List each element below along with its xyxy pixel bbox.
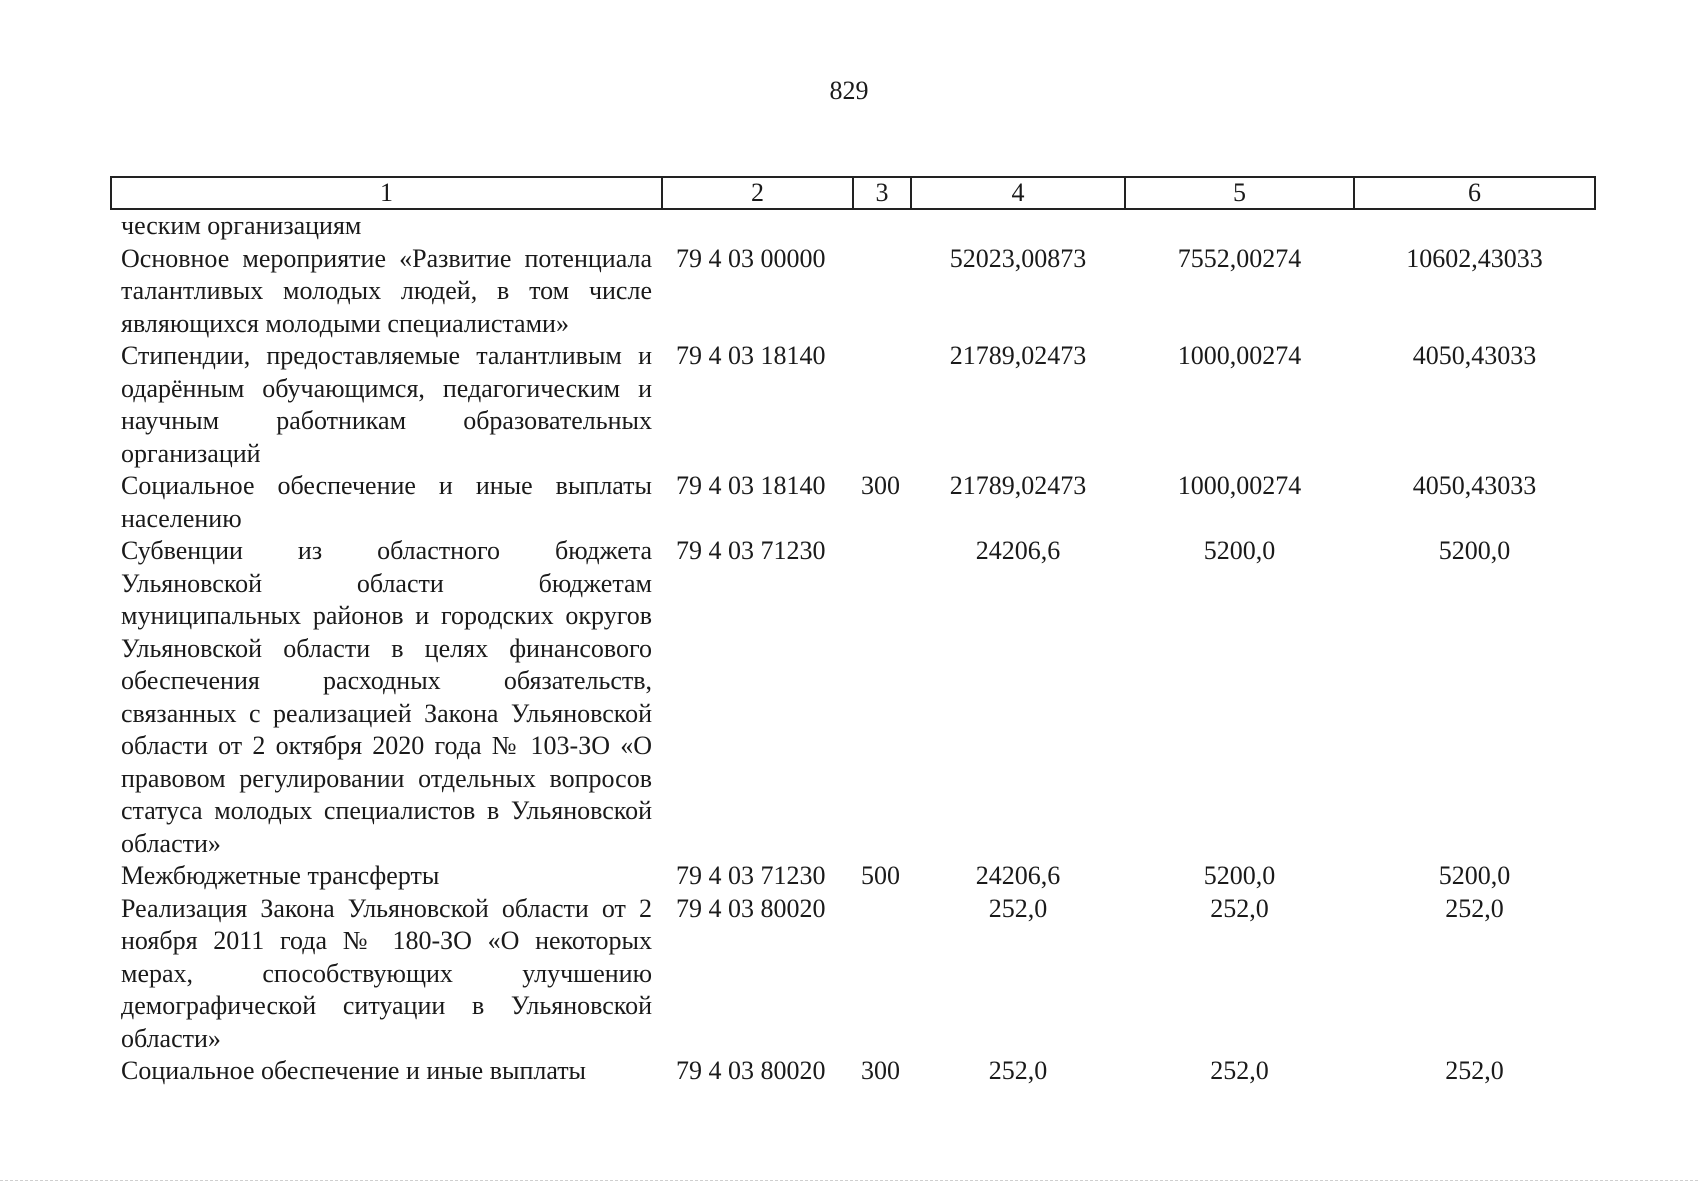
expense-kind-cell	[853, 243, 911, 341]
amount-col5-cell	[1125, 209, 1354, 243]
header-col-2: 2	[662, 177, 853, 209]
amount-col4-cell: 21789,02473	[949, 341, 1087, 370]
header-col-1: 1	[111, 177, 662, 209]
item-name-cell: Субвенции из областного бюджета Ульяновской области бюджетам муниципальных районов и городских округов Ульяновской области в целях финансового обеспечения расходных обязательств, связанных с реализацией Закона Ульяновской области от 2 октября 2020 года № 103-ЗО «О правовом регулировании отдельных вопросов статуса молодых специалистов в Ульяновской области»	[121, 536, 652, 858]
item-name-cell: Социальное обеспечение и иные выплаты	[121, 1056, 587, 1085]
header-col-4: 4	[911, 177, 1125, 209]
amount-col5-cell: 5200,0	[1203, 536, 1276, 565]
amount-col5-cell: 7552,00274	[1177, 243, 1302, 273]
target-code-cell: 79 4 03 18140	[676, 341, 826, 370]
item-name-cell: Межбюджетные трансферты	[121, 861, 440, 890]
expense-kind-cell	[853, 209, 911, 243]
amount-col6-cell: 4050,43033	[1412, 471, 1537, 500]
target-code-cell: 79 4 03 71230	[676, 536, 826, 565]
target-code-cell: 79 4 03 18140	[676, 471, 826, 500]
amount-col5-cell: 1000,00274	[1177, 341, 1302, 370]
expense-kind-cell	[853, 893, 911, 1056]
amount-col5-cell: 252,0	[1210, 1056, 1269, 1085]
amount-col4-cell: 252,0	[988, 1056, 1048, 1085]
page-number: 829	[829, 76, 869, 105]
table-row	[111, 470, 1595, 535]
table-body	[111, 209, 1595, 1088]
header-row	[111, 177, 1595, 209]
target-code-cell: 79 4 03 71230	[676, 861, 826, 890]
item-name-cell: Стипендии, предоставляемые талантливым и одарённым обучающимся, педагогическим и научным работникам образовательных организаций	[121, 341, 652, 468]
table-row	[111, 860, 1595, 893]
amount-col6-cell: 252,0	[1445, 893, 1504, 923]
expense-kind-cell: 500	[861, 861, 900, 890]
target-code-cell: 79 4 03 80020	[676, 1056, 826, 1085]
amount-col5-cell: 252,0	[1210, 893, 1269, 923]
amount-col4-cell: 252,0	[988, 893, 1048, 923]
expense-kind-cell: 300	[861, 471, 900, 500]
budget-table	[110, 176, 1596, 1088]
budget-table-container	[110, 176, 1594, 1088]
table-row	[111, 243, 1595, 341]
expense-kind-cell	[853, 535, 911, 860]
table-row	[111, 535, 1595, 860]
table-row	[111, 1055, 1595, 1088]
item-name-cell: Социальное обеспечение и иные выплаты населению	[121, 471, 652, 533]
table-row	[111, 340, 1595, 470]
header-col-5: 5	[1125, 177, 1354, 209]
amount-col6-cell: 5200,0	[1438, 861, 1511, 890]
table-header	[111, 177, 1595, 209]
amount-col5-cell: 1000,00274	[1177, 471, 1302, 500]
amount-col6-cell: 252,0	[1445, 1056, 1504, 1085]
amount-col4-cell: 21789,02473	[949, 471, 1087, 500]
target-code-cell	[662, 209, 853, 243]
amount-col4-cell: 24206,6	[975, 536, 1061, 565]
amount-col6-cell: 10602,43033	[1406, 243, 1543, 273]
header-col-6: 6	[1354, 177, 1595, 209]
amount-col4-cell	[911, 209, 1125, 243]
expense-kind-cell	[853, 340, 911, 470]
amount-col6-cell: 5200,0	[1438, 536, 1511, 565]
item-name-cell: Реализация Закона Ульяновской области от 2 ноября 2011 года № 180-ЗО «О некоторых мерах, способствующих улучшению демографической ситуации в Ульяновской области»	[121, 893, 652, 1053]
target-code-cell: 79 4 03 80020	[676, 893, 826, 923]
amount-col6-cell: 4050,43033	[1412, 341, 1537, 370]
amount-col6-cell	[1354, 209, 1595, 243]
table-row	[111, 209, 1595, 243]
target-code-cell: 79 4 03 00000	[676, 243, 826, 273]
item-name-cell: Основное мероприятие «Развитие потенциала талантливых молодых людей, в том числе являющихся молодыми специалистами»	[121, 243, 652, 338]
table-row	[111, 893, 1595, 1056]
amount-col5-cell: 5200,0	[1203, 861, 1276, 890]
expense-kind-cell: 300	[861, 1056, 900, 1085]
amount-col4-cell: 52023,00873	[949, 243, 1087, 273]
bottom-scan-edge	[0, 1180, 1698, 1181]
amount-col4-cell: 24206,6	[975, 861, 1061, 890]
header-col-3: 3	[853, 177, 911, 209]
item-name-cell: ческим организациям	[121, 211, 362, 240]
